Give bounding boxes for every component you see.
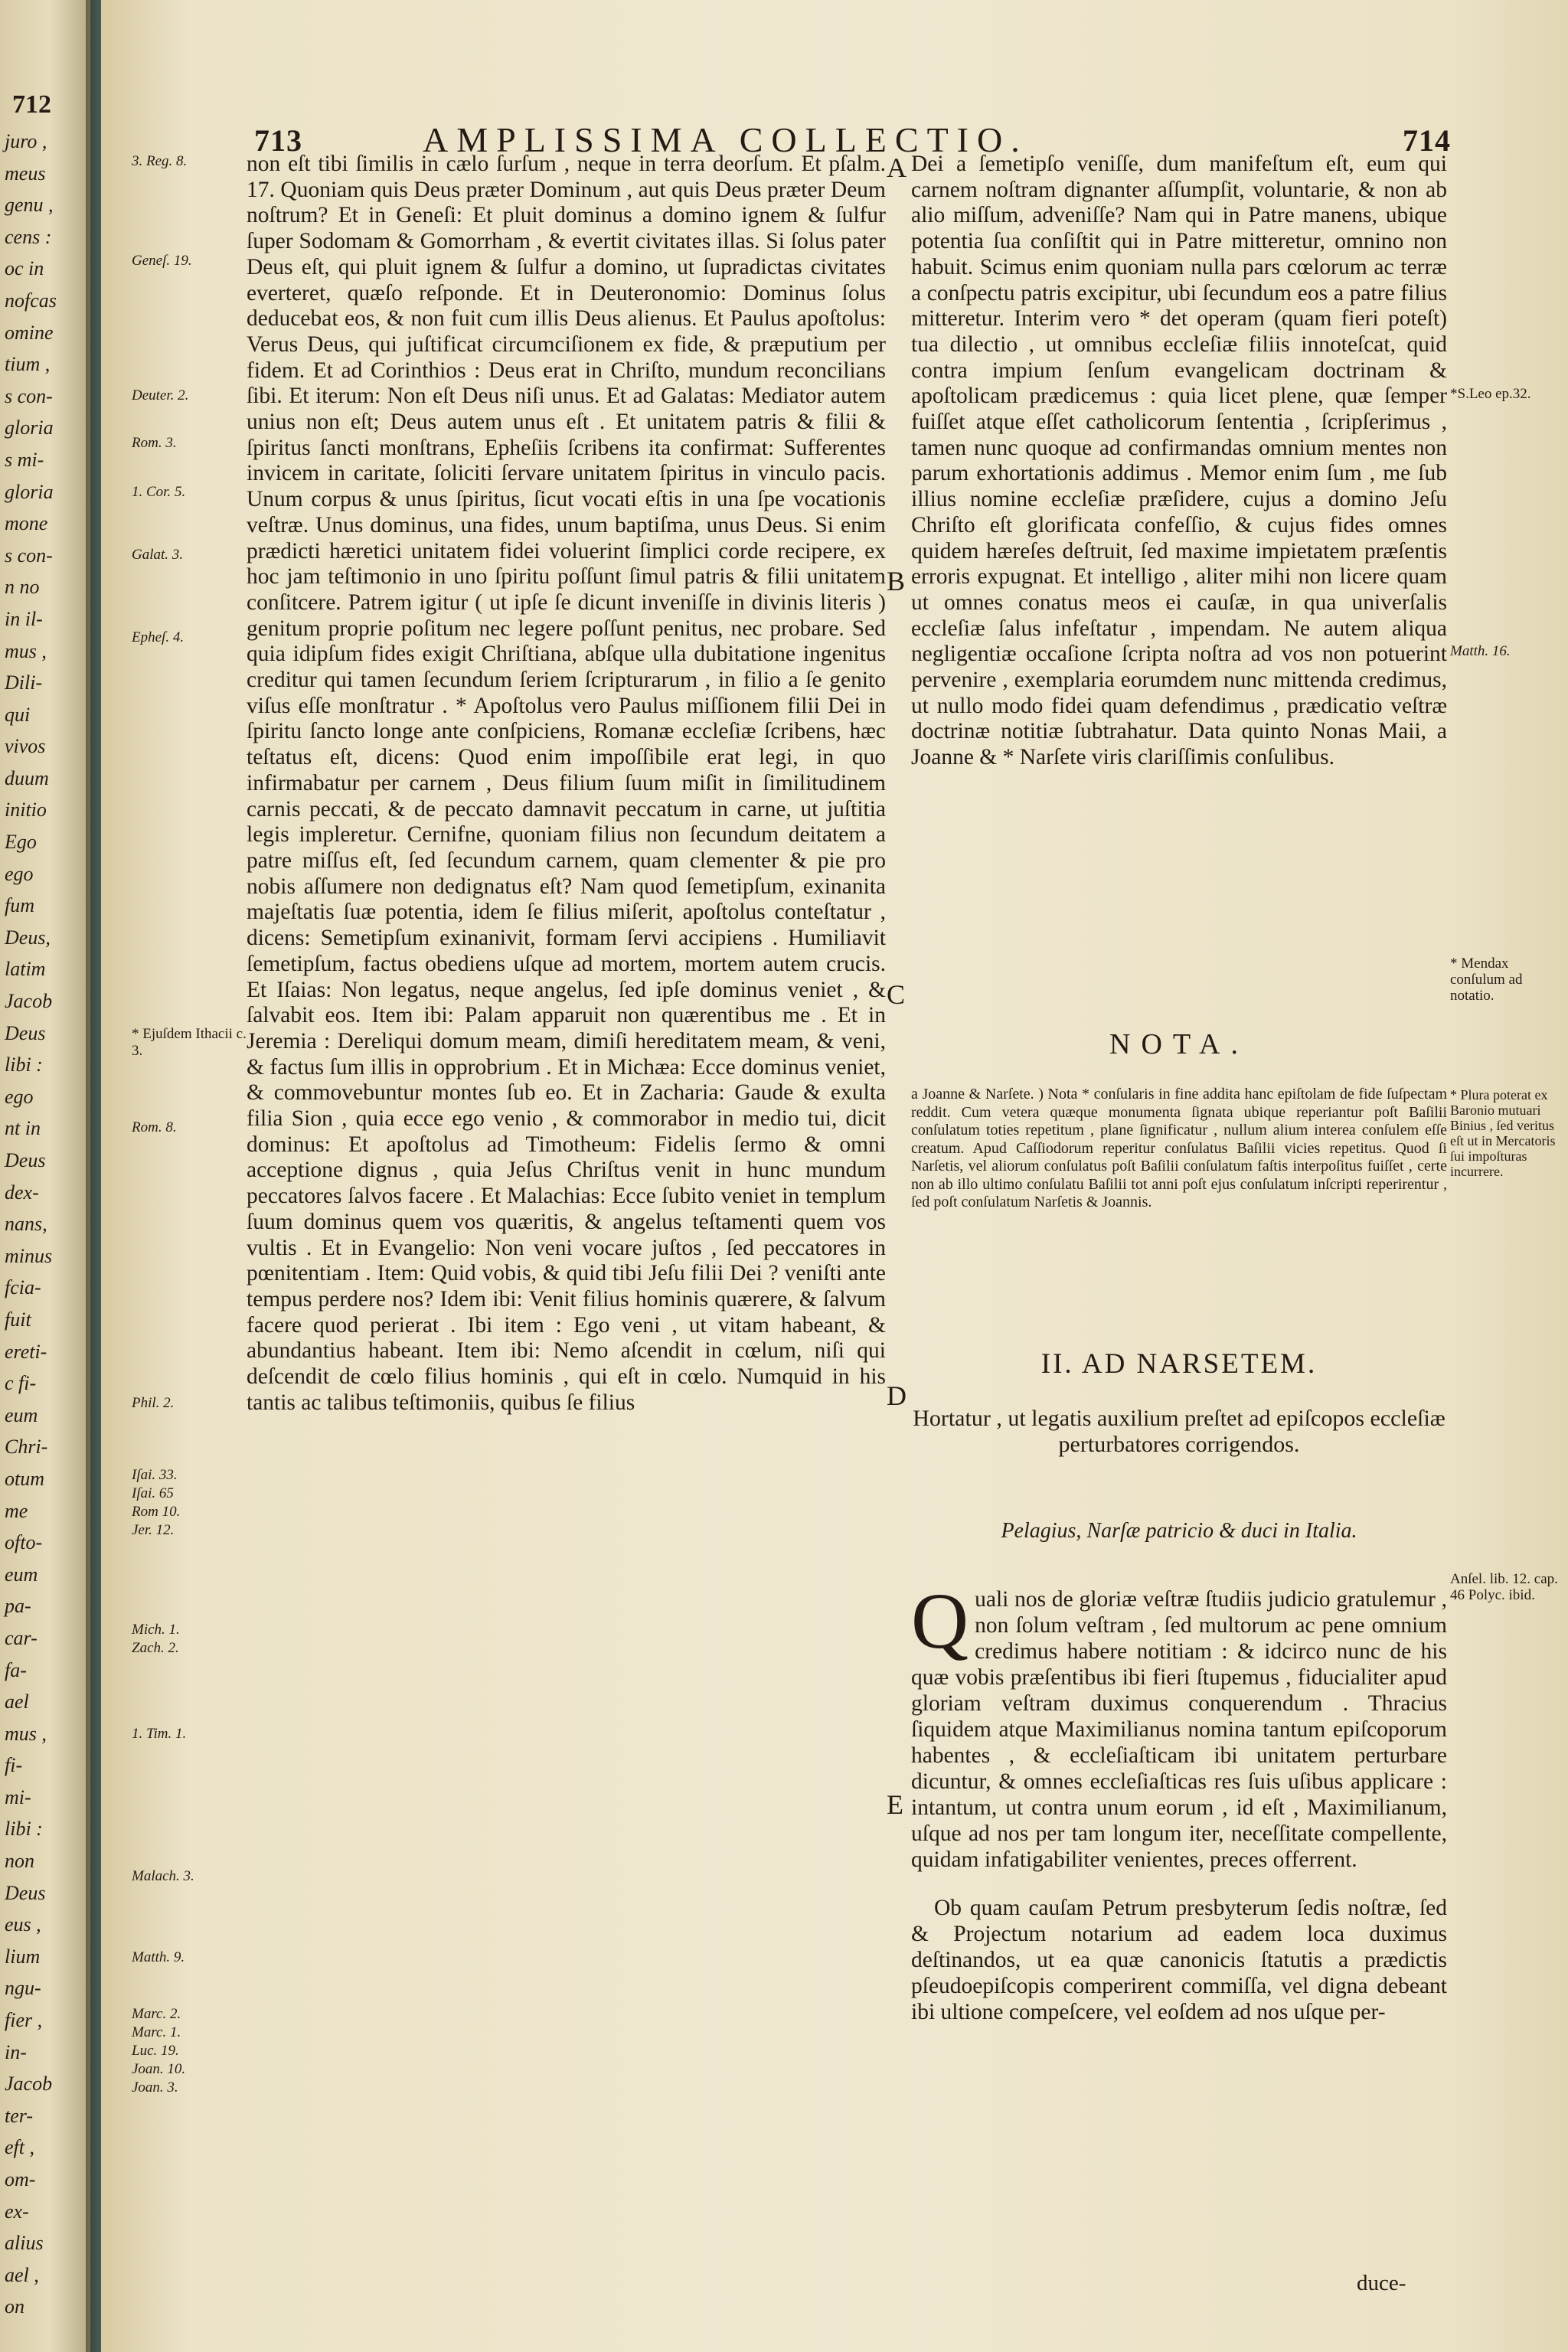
previous-page-fragment: Deus	[5, 1149, 46, 1171]
margin-reference: Deuter. 2.	[132, 387, 189, 403]
previous-page-fragment: duum	[5, 766, 49, 789]
margin-reference: Rom 10.	[132, 1504, 181, 1520]
margin-reference: Joan. 10.	[132, 2061, 186, 2077]
letter-paragraph-2: Ob quam cauſam Petrum presbyterum ſedis noſtræ, ſed & Projectum notarium ad eadem loca duximus deſtinandos, ut ea quæ canonicis ſtatutis a prædictis pſeudoepiſcopis comperirent commiſſa, vel digna debeant ibi ultione compeſcere, vel eoſdem ad nos uſque per-	[911, 1896, 1447, 2024]
previous-page-fragment: omine	[5, 321, 54, 344]
previous-page-fragment: ael	[5, 1690, 29, 1713]
margin-reference: Iſai. 65	[132, 1485, 174, 1501]
margin-note-leo: *S.Leo ep.32.	[1450, 386, 1531, 402]
previous-page-fragment: on	[5, 2295, 24, 2318]
previous-page-fragment: fum	[5, 894, 34, 917]
previous-page-fragment: cens :	[5, 225, 52, 248]
margin-note-matth: Matth. 16.	[1450, 643, 1511, 659]
margin-reference: * Ejuſdem Ithacii c. 3.	[132, 1026, 247, 1059]
previous-page-fragment: latim	[5, 958, 46, 981]
previous-page-fragment: eus ,	[5, 1913, 41, 1936]
margin-reference: Matth. 9.	[132, 1949, 185, 1965]
previous-page-number: 712	[12, 90, 51, 119]
section-summary: Hortatur , ut legatis auxilium preſtet ad epiſcopos eccleſiæ perturbatores corrigendos.	[913, 1406, 1446, 1457]
left-column	[247, 152, 886, 1416]
previous-page-fragment: fa-	[5, 1658, 27, 1681]
previous-page-fragment: in il-	[5, 607, 43, 630]
previous-page-fragment: nans,	[5, 1213, 47, 1236]
page-number-right: 714	[1403, 123, 1451, 158]
margin-reference: Geneſ. 19.	[132, 253, 192, 269]
catchword: duce-	[1357, 2271, 1406, 2295]
section-heading: II. AD NARSETEM.	[1040, 1348, 1318, 1380]
previous-page-fragment: mus ,	[5, 1722, 47, 1745]
previous-page-fragment: ter-	[5, 2104, 34, 2127]
margin-reference: Phil. 2.	[132, 1395, 175, 1411]
previous-page-fragment: ex-	[5, 2200, 29, 2223]
margin-note-plura: * Plura poterat ex Baronio mutuari Binius , ſed veritus eſt ut in Mercatoris ſui impoſturas incurrere.	[1450, 1087, 1556, 1179]
previous-page-fragment: fuit	[5, 1308, 31, 1331]
previous-page-fragment: n no	[5, 576, 40, 599]
previous-page-fragment: juro ,	[5, 130, 47, 152]
letter-address: Pelagius, Narſæ patricio & duci in Italia.	[1001, 1519, 1357, 1543]
previous-page-fragment: alius	[5, 2232, 44, 2255]
previous-page-fragment: s con-	[5, 384, 53, 407]
margin-reference: 1. Cor. 5.	[132, 484, 186, 500]
right-column	[911, 152, 1447, 771]
letter-paragraph-1-text: uali nos de gloriæ veſtræ ſtudiis judicio gratulemur , non ſolum veſtram , ſed multorum ac pene omnium credimus habere notitiam : & idcirco nunc de his quæ vobis præſentibus ibi fieri ſtupemus , fiducialiter apud gloriam veſtram duximus conquerendum . Thracius ſiquidem atque Maximilianus nomina tantum epiſcoporum habentes , & eccleſiaſticam ibi unitatem perturbare dicuntur, & omnes eccleſiaſticas res ſuis uſibus applicare : intantum, ut contra unum eorum , id eſt , Maximilianum, uſque ad nos per tam longum iter, neceſſitate compellente, quidam infatigabiliter venientes, preces offerrent.	[911, 1586, 1447, 1872]
margin-reference: Jer. 12.	[132, 1522, 175, 1538]
previous-page-fragment: libi :	[5, 1818, 43, 1841]
previous-page-fragment: meus	[5, 162, 46, 185]
nota-text: a Joanne & Narſete. ) Nota * conſularis in fine addita hanc epiſtolam de fide ſuſpectam reddit. Cum vetera quæque monumenta ſignata ubique reperiantur poſt Baſilii conſulatum toties repetitum , plane ſignificatur , nullum alium interea conſulem eſſe creatum. Apud Caſſiodorum reperitur conſulatus Baſilii vicies repetitus. Quod ſi Narſetis, vel aliorum conſulatus poſt Baſilii conſulatum faſtis interpoſitus fuiſſet , certe non ab illo ultimo conſulatu Baſilii tot anni poſt ejus conſulatum inſcripti reperirentur , ſed poſt conſulatum Narſetis & Joannis.	[911, 1086, 1447, 1210]
previous-page-fragment: initio	[5, 799, 47, 822]
previous-page-fragment: eft ,	[5, 2136, 34, 2159]
previous-page-fragment: om-	[5, 2168, 36, 2191]
margin-reference: Epheſ. 4.	[132, 629, 185, 645]
previous-page-fragment: lium	[5, 1945, 41, 1968]
previous-page-fragment: gloria	[5, 416, 54, 439]
previous-page-fragment: nofcas	[5, 289, 57, 312]
previous-page-fragment: car-	[5, 1626, 38, 1649]
previous-page-fragment: Deus	[5, 1881, 46, 1904]
previous-page-fragment: Ego	[5, 831, 37, 854]
section-letter-b: B	[887, 566, 906, 596]
previous-page-fragment: me	[5, 1499, 28, 1522]
previous-page-fragment: qui	[5, 703, 31, 726]
margin-reference: Mich. 1.	[132, 1622, 180, 1638]
previous-page-fragment: s mi-	[5, 448, 44, 471]
previous-page-fragment: mi-	[5, 1785, 31, 1808]
letter-paragraph-1	[911, 1576, 1447, 1873]
previous-page-fragment: c fi-	[5, 1372, 37, 1395]
margin-note-ansel: Anſel. lib. 12. cap. 46 Polyc. ibid.	[1450, 1571, 1558, 1603]
section-letter-d: D	[887, 1380, 906, 1411]
previous-page-fragment: Deus	[5, 1021, 46, 1044]
previous-page-fragment: genu ,	[5, 194, 54, 217]
previous-page-fragment: ael ,	[5, 2263, 39, 2286]
margin-reference: Luc. 19.	[132, 2043, 179, 2059]
previous-page-fragment: ofto-	[5, 1531, 43, 1554]
letter-body	[911, 1563, 1447, 2048]
running-title: AMPLISSIMA COLLECTIO.	[423, 120, 1028, 159]
previous-page-fragment: tium ,	[5, 353, 51, 376]
previous-page-fragment: Dili-	[5, 671, 43, 694]
previous-page-fragment: fcia-	[5, 1276, 41, 1299]
margin-reference: 3. Reg. 8.	[132, 153, 188, 169]
previous-page-fragment: in-	[5, 2040, 27, 2063]
margin-reference: Joan. 3.	[132, 2079, 178, 2096]
previous-page-fragment: ego	[5, 862, 34, 885]
section-letter-a: A	[887, 152, 906, 183]
right-column-text: Dei a ſemetipſo veniſſe, dum manifeſtum eſt, eum qui carnem noſtram dignanter aſſumpſit, voluntarie, & non ab alio miſſum, adveniſſe? Nam qui in Patre manens, ubique potentia ſua conſiſtit qui in Patre mitteretur, omnino non habuit. Scimus enim quoniam nulla pars cœlorum ac terræ a conſpectu patris excipitur, ubi ſecundum eos a patre filius mitteretur. Interim vero * det operam (quam fieri poteſt) tua dilectio , ut omnibus eccleſiæ filiis innoteſcat, quid contra impium ſenſum evangelicam doctrinam & apoſtolicam prædicemus : quia licet plene, quæ ſemper fuiſſet atque eſſet catholicorum ſententia , ſcripſerimus , tamen nunc quoque ad confirmandas omnium mentes non parum exhortationis addimus . Memor enim ſum , me ſub illius nomine eccleſiæ præſidere, cujus a domino Jeſu Chriſto eſt glorificata confeſſio, & cujus fides omnes quidem hæreſes deſtruit, ſed maxime impietatem præſentis erroris expugnat. Et intelligo , aliter mihi non licere quam ut omnes conatus meos ei cauſæ, in qua univerſalis eccleſiæ ſalus infeſtatur , impendam. Ne autem aliqua negligentiæ occaſione ſcripta noſtra ad vos non potuerint pervenire , exemplaria eorumdem nunc mittenda credimus, ut nullo modo fidei quam defendimus , prædicatio veſtræ doctrinæ notitiæ ſubtrahatur. Data quinto Nonas Maii, a Joanne & * Narſete viris clariſſimis conſulibus.	[911, 152, 1447, 770]
previous-page-fragment: mone	[5, 512, 48, 535]
previous-page-fragment: pa-	[5, 1595, 31, 1618]
previous-page-fragment: Jacob	[5, 2073, 53, 2096]
previous-page-fragment: eum	[5, 1403, 38, 1426]
margin-reference: Marc. 1.	[132, 2024, 181, 2040]
drop-cap: Q	[911, 1576, 969, 1665]
previous-page-fragment: non	[5, 1850, 34, 1873]
previous-page-fragment: Deus,	[5, 926, 51, 949]
previous-page-fragment: eum	[5, 1563, 38, 1586]
previous-page-fragment: s con-	[5, 544, 53, 567]
margin-reference: Galat. 3.	[132, 547, 184, 563]
previous-page-fragment: oc in	[5, 257, 44, 280]
previous-page-fragment: fier ,	[5, 2009, 43, 2032]
margin-reference: 1. Tim. 1.	[132, 1726, 187, 1742]
previous-page-fragment: gloria	[5, 480, 54, 503]
margin-reference: Rom. 3.	[132, 435, 177, 451]
page	[101, 0, 1568, 2352]
previous-page-fragment: libi :	[5, 1054, 43, 1076]
margin-reference: Malach. 3.	[132, 1868, 194, 1884]
previous-page-fragment: ereti-	[5, 1340, 47, 1363]
margin-reference: Rom. 8.	[132, 1119, 177, 1135]
previous-page-fragment: nt in	[5, 1117, 41, 1140]
previous-page-fragment: fi-	[5, 1754, 23, 1777]
previous-page-fragment: vivos	[5, 735, 46, 758]
section-letter-c: C	[887, 979, 906, 1010]
page-number-left: 713	[254, 123, 302, 158]
left-column-text: non eſt tibi ſimilis in cælo ſurſum , neque in terra deorſum. Et pſalm. 17. Quoniam quis Deus præter Dominum , aut quis Deus præter Deum noſtrum? Et in Geneſi: Et pluit dominus a domino ignem & ſulfur ſuper Sodomam & Gomorrham , & evertit civitates illas. Si ſolus pater Deus eſt, qui pluit ignem & ſulfur a domino, ut ſupradictas civitates everteret, quæſo reſponde. Et in Deuteronomio: Dominus ſolus deducebat eos, & non fuit cum illis Deus alienus. Et Paulus apoſtolus: Verus Deus, qui juſtificat circumciſionem ex fide, & præputium per fidem. Et ad Corinthios : Deus erat in Chriſto, mundum reconcilians ſibi. Et iterum: Non eſt Deus niſi unus. Et ad Galatas: Mediator autem unius non eſt; Deus autem unus eſt . Et unitatem patris & filii & ſpiritus ſancti monſtrans, Epheſiis ſcribens ita confirmat: Sufferentes invicem in caritate, ſoliciti ſervare unitatem ſpiritus in vinculo pacis. Unum corpus & unus ſpiritus, ſicut vocati eſtis in una ſpe vocationis veſtræ. Unus dominus, una fides, unum baptiſma, unus Deus. Si enim prædicti hæretici unitatem fidei voluerint ſimplici corde recipere, ex hoc jam teſtimonio in uno ſpiritu poſſunt ſimul patris & filii unitatem conſitcere. Patrem igitur ( ut ipſe ſe dicunt inveniſſe in divinis literis ) genitum proprie poſitum nec legere poſſunt penitus, nec probare. Sed quia idipſum fides exigit Chriſtiana, abſque ulla dubitatione ingenitus creditur qui tamen ſecundum ſeriem ſcripturarum , in filio a ſe genito viſus eſſe monſtratur . * Apoſtolus vero Paulus miſſionem filii Dei in ſpiritu ſancto longe ante conſpiciens, Romanæ eccleſiæ ſcribens, hæc teſtatus eſt, dicens: Quod enim impoſſibile erat legi, in quo infirmabatur per carnem , Deus filium ſuum miſit in ſimilitudinem carnis peccati, & de peccato damnavit peccatum in carne, ut juſtitia legis impleretur. Cernifne, quoniam filius non ſecundum deitatem a patre miſſus eſt, ſed ſecundum carnem, quam clementer & pie pro nobis aſſumere non dedignatus eſt? Nam quod ſemetipſum, exinanita majeſtatis ſuæ potentia, idem ſe filius miſerit, apoſtolus conteſtatur , dicens: Semetipſum exinanivit, formam ſervi accipiens . Humiliavit ſemetipſum, factus obediens uſque ad mortem, mortem autem crucis. Et Iſaias: Non legatus, neque angelus, ſed ipſe dominus veniet , & ſalvabit eos. Item ibi: Palam apparuit non quærentibus me . Et in Jeremia : Dereliqui domum meam, dimiſi hereditatem meam, & veni, & factus ſum illis in opprobrium . Et in Michæa: Ecce dominus veniet, & commovebuntur montes ſub eo. Et in Zacharia: Gaude & exulta filia Sion , quia ecce ego venio , & commorabor in medio tui, dicit dominus: Et apoſtolus ad Timotheum: Fidelis ſermo & omni acceptione dignus , quia Jeſus Chriſtus venit in hunc mundum peccatores ſalvos facere . Et Malachias: Ecce ſubito veniet in templum ſuum dominus quem vos quæritis, & angelus teſtamenti quem vos vultis . Et in Evangelio: Non veni vocare juſtos , ſed peccatores in pœnitentiam . Item: Quid vobis, & quid tibi Jeſu filii Dei ? veniſti ante tempus perdere nos? Idem ibi: Venit filius hominis quærere, & ſalvum facere quod perierat . Ibi item : Ego veni , ut vitam habeant, & abundantius habeant. Item ibi: Nemo aſcendit in cœlum, niſi qui deſcendit de cœlo filius hominis , qui eſt in cœlo. Numquid in his tantis ac talibus teſtimoniis, quibus ſe filius	[247, 152, 886, 1415]
section-letter-e: E	[887, 1789, 903, 1820]
previous-page-fragment: ngu-	[5, 1977, 41, 2000]
margin-reference: Zach. 2.	[132, 1640, 179, 1656]
previous-page-fragment: otum	[5, 1467, 44, 1490]
previous-page-fragment: Chri-	[5, 1436, 48, 1459]
previous-page-fragment: ego	[5, 1085, 34, 1108]
previous-page-fragment: minus	[5, 1244, 53, 1267]
previous-page-edge	[0, 0, 90, 2352]
previous-page-fragment: Jacob	[5, 990, 53, 1013]
margin-reference: Iſai. 33.	[132, 1467, 178, 1483]
nota-heading: NOTA.	[1109, 1028, 1249, 1060]
previous-page-fragment: mus ,	[5, 639, 47, 662]
margin-note-mendax: * Mendax conſulum ad notatio.	[1450, 956, 1523, 1004]
margin-reference: Marc. 2.	[132, 2006, 181, 2022]
previous-page-fragment: dex-	[5, 1181, 39, 1204]
